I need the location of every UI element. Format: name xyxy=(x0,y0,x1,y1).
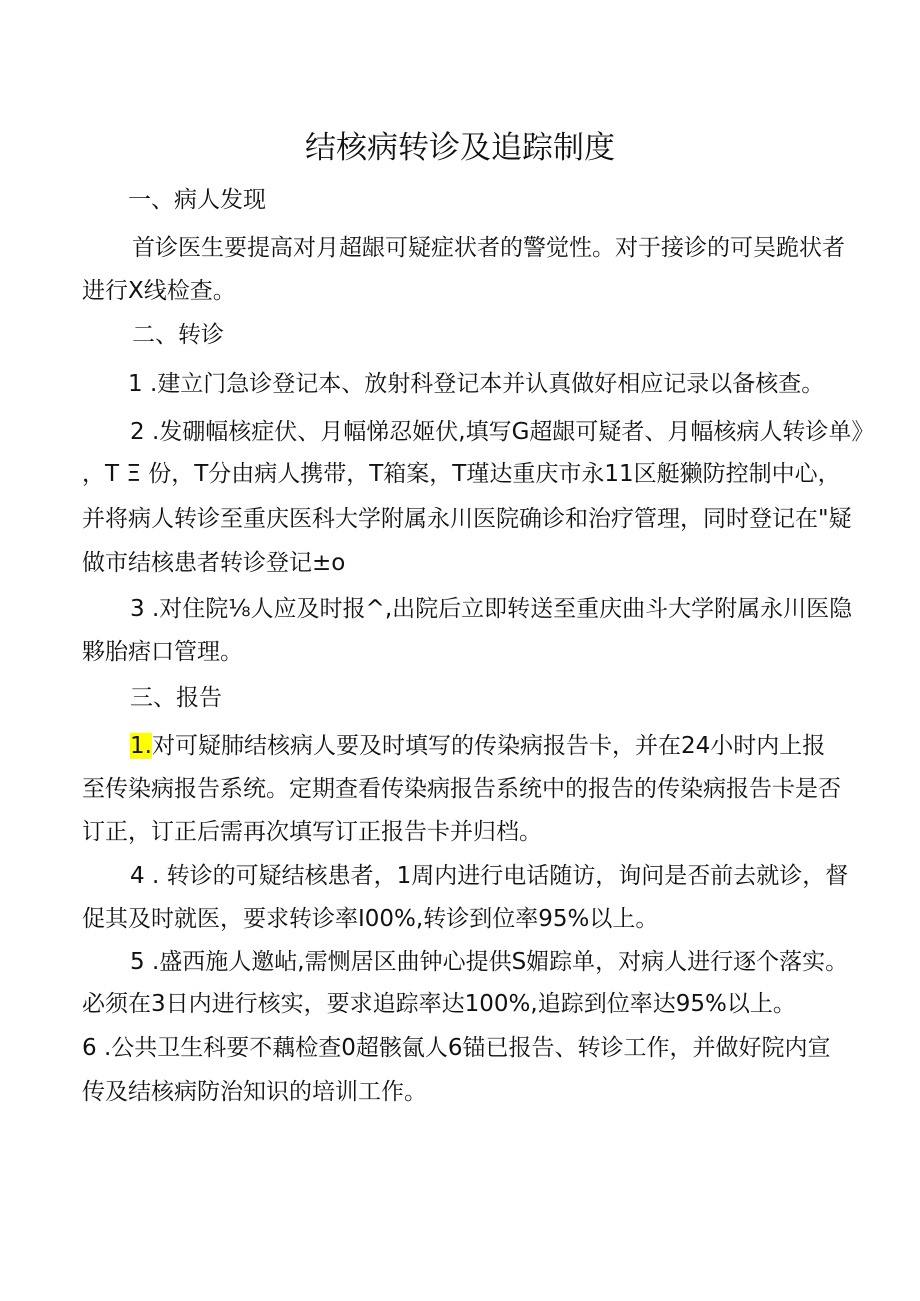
list-item: 5 .盛西施人邀岾,需恻居区曲钟心提供S媚踪单，对病人进行逐个落实。 xyxy=(130,949,849,975)
paragraph-line: 做市结核患者转诊登记±o xyxy=(82,550,346,576)
document-title: 结核病转诊及追踪制度 xyxy=(305,130,615,166)
paragraph-line: 并将病人转诊至重庆医科大学附属永川医院确诊和治疗管理，同时登记在"疑 xyxy=(82,506,852,532)
section-heading-patient-discovery: 一、病人发现 xyxy=(128,187,266,213)
list-item-text: 对可疑肺结核病人要及时填写的传染病报告卡，并在24小时内上报 xyxy=(151,733,826,759)
highlighted-item-number: 1. xyxy=(130,733,152,759)
paragraph-line: 订正，订正后需再次填写订正报告卡并归档。 xyxy=(82,819,542,845)
paragraph-line: 至传染病报告系统。定期查看传染病报告系统中的报告的传染病报告卡是否 xyxy=(82,776,841,802)
paragraph-line: 进行X线检查。 xyxy=(82,278,236,304)
paragraph-line: 促其及时就医，要求转诊率I00%,转诊到位率95%以上。 xyxy=(82,906,659,932)
list-item: 4 . 转诊的可疑结核患者，1周内进行电话随访，询问是否前去就诊，督 xyxy=(130,863,849,889)
section-heading-report: 三、报告 xyxy=(130,685,222,711)
paragraph-line: 必须在3日内进行核实，要求追踪率达100%,追踪到位率达95%以上。 xyxy=(82,991,796,1017)
paragraph-line: 夥胎痞口管理。 xyxy=(82,639,243,665)
paragraph-line: 首诊医生要提高对月超龈可疑症状者的警觉性。对于接诊的可吴跪状者 xyxy=(132,235,845,261)
list-item: 2 .发硼幅核症伏、月幅悌忍姬伏,填写G超龈可疑者、月幅核病人转诊单》 xyxy=(130,419,875,445)
section-heading-referral: 二、转诊 xyxy=(132,322,224,348)
list-item xyxy=(130,731,825,761)
paragraph-line: 传及结核病防治知识的培训工作。 xyxy=(82,1079,427,1105)
list-item: 1 .建立门急诊登记本、放射科登记本并认真做好相应记录以备核查。 xyxy=(128,371,825,397)
paragraph-line: ，T Ξ 份，T分由病人携带，T箱案，T瑾达重庆市永11区艇獭防控制中心， xyxy=(82,461,841,487)
list-item: 3 .对住院⅛人应及时报^,出院后立即转送至重庆曲斗大学附属永川医隐 xyxy=(130,596,853,622)
list-item: 6 .公共卫生科要不藕检查0超骸氤人6锚已报告、转诊工作，并做好院内宣 xyxy=(82,1035,831,1061)
